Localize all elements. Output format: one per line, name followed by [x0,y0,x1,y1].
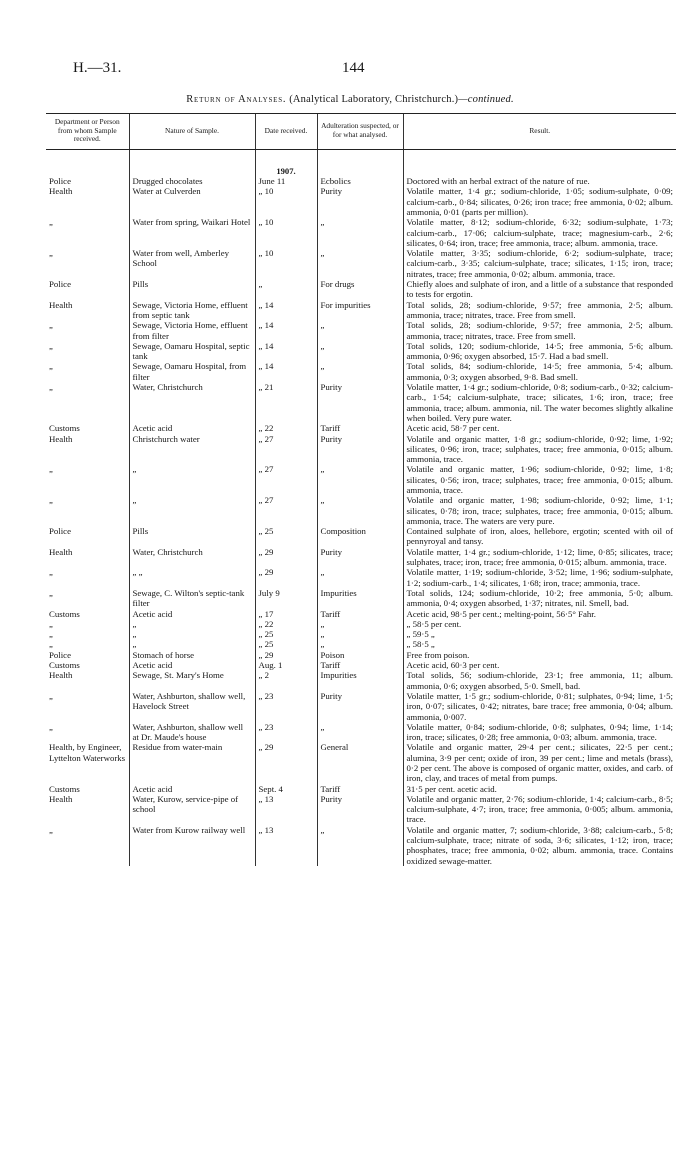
dept-cell: „ [49,382,53,393]
table-row [46,639,676,649]
sample-cell: „ „ [129,567,255,588]
result-cell: Chiefly aloes and sulphate of iron, and a little of a substance that responded to tests for ergotin. [403,279,676,300]
date-cell: „ 25 [255,526,317,547]
table-row [46,619,676,629]
dept-cell: Health [49,299,73,310]
sample-cell: Acetic acid [129,660,255,670]
adulteration-cell: „ [317,619,403,629]
sample-cell: Drugged chocolates [129,176,255,186]
dept-cell: Customs [49,608,80,619]
adulteration-cell: Poison [317,650,403,660]
sample-cell: Acetic acid [129,784,255,794]
year-row [46,149,676,176]
adulteration-cell: „ [317,567,403,588]
sample-cell: Pills [129,279,255,300]
adulteration-cell: Purity [317,186,403,217]
date-cell: „ 27 [255,434,317,465]
result-cell: 31·5 per cent. acetic acid. [403,784,676,794]
adulteration-cell: Purity [317,434,403,465]
date-cell: „ 10 [255,248,317,279]
result-cell: Total solids, 120; sodium-chloride, 14·5; free ammonia, 5·6; album. ammonia, 0·96; oxygen absorbed, 15·7. Had a bad smell. [403,341,676,362]
dept-cell: Customs [49,660,80,671]
table-row [46,495,676,526]
date-cell: „ 13 [255,825,317,866]
adulteration-cell: „ [317,495,403,526]
sample-cell: Water at Culverden [129,186,255,217]
result-cell: Volatile matter, 8·12; sodium-chloride, 6·32; sodium-sulphate, 1·73; calcium-carb., 17·06; calcium-sulphate, trace; magnesium-carb., 2·6; silicates, 0·64; iron, trace; free ammonia, trace; album. ammonia, trace. [403,217,676,248]
adulteration-cell: Purity [317,794,403,825]
adulteration-cell: „ [317,629,403,639]
sample-cell: Sewage, Victoria Home, effluent from filter [129,320,255,341]
column-header-date: Date received. [255,114,317,150]
result-cell: Total solids, 84; sodium-chloride, 14·5; free ammonia, 5·4; album. ammonia, 0·3; oxygen absorbed, 9·8. Bad smell. [403,361,676,382]
column-header-adulteration: Adulteration suspected, or for what analysed. [317,114,403,150]
return-title: Return of Analyses. [186,94,287,105]
dept-cell: „ [49,618,53,629]
date-cell: „ 29 [255,742,317,783]
adulteration-cell: Purity [317,547,403,568]
dept-cell: Police [49,649,71,660]
year-label: 1907. [255,149,317,176]
sample-cell: Sewage, Oamaru Hospital, septic tank [129,341,255,362]
date-cell: „ 22 [255,619,317,629]
table-body [46,149,676,866]
dept-cell: „ [49,629,53,640]
sample-cell: Sewage, C. Wilton's septic-tank filter [129,588,255,609]
date-cell: „ 2 [255,670,317,691]
page-number: 144 [342,60,365,76]
result-cell: Volatile matter, 1·4 gr.; sodium-chloride, 1·05; sodium-sulphate, 0·09; calcium-carb., 0·84; silicates, 0·26; iron trace; free ammonia, 0·02; album. ammonia, 0·01 (parts per million). [403,186,676,217]
adulteration-cell: Tariff [317,423,403,433]
result-cell: Free from poison. [403,650,676,660]
table-row [46,464,676,495]
result-cell: Volatile matter, 1·5 gr.; sodium-chloride, 0·81; sulphates, 0·94; lime, 1·5; iron, 0·07; silicates, 0·42; nitrates, bare trace; free ammonia, 0·04; album. ammonia, 0·007. [403,691,676,722]
table-row [46,722,676,743]
result-cell: Acetic acid, 98·5 per cent.; melting-point, 56·5° Fahr. [403,609,676,619]
sample-cell: „ [129,629,255,639]
table-row [46,784,676,794]
sample-cell: Pills [129,526,255,547]
dept-cell: „ [49,248,53,259]
adulteration-cell: „ [317,722,403,743]
result-cell: Acetic acid, 58·7 per cent. [403,423,676,433]
result-cell: Total solids, 124; sodium-chloride, 10·2; free ammonia, 5·0; album. ammonia, 0·4; oxygen absorbed, 1·37; nitrates, nil. Smell, bad. [403,588,676,609]
date-cell: „ [255,279,317,300]
dept-cell: „ [49,340,53,351]
date-cell: „ 17 [255,609,317,619]
table-row [46,361,676,382]
adulteration-cell: General [317,742,403,783]
table-row [46,567,676,588]
table-row [46,279,676,300]
date-cell: „ 29 [255,567,317,588]
date-cell: „ 25 [255,629,317,639]
sample-cell: Water from Kurow railway well [129,825,255,866]
date-cell: „ 21 [255,382,317,423]
dept-cell: Health [49,433,73,444]
result-cell: Total solids, 28; sodium-chloride, 9·57; free ammonia, 2·5; album. ammonia, trace; nitrates, trace. Free from smell. [403,300,676,321]
result-cell: „ 59·5 „ [403,629,676,639]
result-cell: Contained sulphate of iron, aloes, hellebore, ergotin; scented with oil of pennyroyal and tansy. [403,526,676,547]
date-cell: „ 14 [255,361,317,382]
table-row [46,547,676,568]
table-row [46,186,676,217]
adulteration-cell: Composition [317,526,403,547]
date-cell: „ 25 [255,639,317,649]
result-cell: Volatile and organic matter, 1·96; sodium-chloride, 0·92; lime, 1·8; silicates, 0·56; iron, trace; sulphates, trace; free ammonia, 0·015; album. ammonia, trace. [403,464,676,495]
dept-cell: Health [49,186,73,197]
adulteration-cell: Ecbolics [317,176,403,186]
dept-cell: „ [49,587,53,598]
date-cell: „ 14 [255,300,317,321]
table-row [46,660,676,670]
adulteration-cell: „ [317,320,403,341]
adulteration-cell: „ [317,825,403,866]
adulteration-cell: „ [317,341,403,362]
adulteration-cell: Purity [317,382,403,423]
sample-cell: „ [129,619,255,629]
result-cell: Volatile matter, 3·35; sodium-chloride, 6·2; sodium-sulphate, trace; calcium-carb., 3·35; calcium-sulphate, trace; silicates, 1·15; iron, trace; nitrates, trace; free ammonia, 0·02; album. ammonia, trace. [403,248,676,279]
adulteration-cell: Impurities [317,588,403,609]
date-cell: „ 27 [255,495,317,526]
page-header [0,56,700,80]
dept-cell: „ [49,721,53,732]
result-cell: Volatile matter, 0·84; sodium-chloride, 0·8; sulphates, 0·94; lime, 1·14; iron, trace; silicates, 0·28; free ammonia, 0·03; album. ammonia, trace. [403,722,676,743]
dept-cell: Police [49,279,71,290]
dept-cell: „ [49,639,53,650]
sample-cell: „ [129,464,255,495]
date-cell: „ 10 [255,186,317,217]
sample-cell: Water from spring, Waikari Hotel [129,217,255,248]
sample-cell: Sewage, Victoria Home, effluent from septic tank [129,300,255,321]
dept-cell: Police [49,176,71,187]
table-row [46,670,676,691]
laboratory-subtitle: (Analytical Laboratory, Christchurch.) [289,94,459,105]
table-row [46,609,676,619]
date-cell: „ 23 [255,691,317,722]
dept-cell: Health [49,670,73,681]
table-row [46,588,676,609]
document-reference: H.—31. [73,60,122,76]
dept-cell: Health [49,546,73,557]
dept-cell: „ [49,217,53,228]
dept-cell: Health, by Engineer, Lyttelton Waterworks [49,742,126,763]
sample-cell: Water, Kurow, service-pipe of school [129,794,255,825]
date-cell: „ 23 [255,722,317,743]
table-row [46,300,676,321]
date-cell: „ 14 [255,341,317,362]
result-cell: Volatile matter, 1·19; sodium-chloride, 3·52; lime, 1·96; sodium-sulphate, 1·2; sodium-carb., 1·4; silicates, 1·68; iron, trace; ammonia, trace. [403,567,676,588]
result-cell: Acetic acid, 60·3 per cent. [403,660,676,670]
result-cell: Volatile matter, 1·4 gr.; sodium-chloride, 1·12; lime, 0·85; silicates, trace; sulphates, trace; iron, trace; free ammonia, 0·015; album. ammonia, trace. [403,547,676,568]
sample-cell: Water from well, Amberley School [129,248,255,279]
adulteration-cell: Tariff [317,784,403,794]
result-cell: „ 58·5 per cent. [403,619,676,629]
table-row [46,248,676,279]
adulteration-cell: „ [317,464,403,495]
date-cell: „ 29 [255,650,317,660]
date-cell: „ 13 [255,794,317,825]
table-row [46,320,676,341]
table-row [46,742,676,783]
date-cell: July 9 [255,588,317,609]
date-cell: „ 14 [255,320,317,341]
column-header-dept: Department or Person from whom Sample received. [46,114,129,150]
analyses-table [46,113,676,866]
running-title [0,94,700,105]
sample-cell: Water, Christchurch [129,382,255,423]
dept-cell: „ [49,824,53,835]
result-cell: Volatile and organic matter, 1·8 gr.; sodium-chloride, 0·92; lime, 1·92; silicates, 0·96; iron, trace; sulphates, trace; free ammonia, 0·015; album. ammonia, trace. [403,434,676,465]
adulteration-cell: „ [317,248,403,279]
table-row [46,341,676,362]
date-cell: „ 29 [255,547,317,568]
sample-cell: Sewage, St. Mary's Home [129,670,255,691]
adulteration-cell: Purity [317,691,403,722]
adulteration-cell: Impurities [317,670,403,691]
table-row [46,526,676,547]
dept-cell: „ [49,464,53,475]
dept-cell: „ [49,495,53,506]
dept-cell: Health [49,793,73,804]
sample-cell: Acetic acid [129,423,255,433]
sample-cell: „ [129,495,255,526]
adulteration-cell: „ [317,639,403,649]
table-row [46,434,676,465]
table-row [46,217,676,248]
sample-cell: „ [129,639,255,649]
adulteration-cell: „ [317,361,403,382]
result-cell: Volatile and organic matter, 2·76; sodium-chloride, 1·4; calcium-carb., 8·5; calcium-sulphate, 4·7; iron, trace; free ammonia, 0·005; album. ammonia, trace. [403,794,676,825]
table-row [46,825,676,866]
table-row [46,176,676,186]
sample-cell: Water, Ashburton, shallow well, Havelock Street [129,691,255,722]
result-cell: „ 58·5 „ [403,639,676,649]
result-cell: Volatile and organic matter, 7; sodium-chloride, 3·88; calcium-carb., 5·8; calcium-sulphate, trace; nitrate of soda, 3·6; silicates, 1·12; iron, trace; phosphates, trace; free ammonia, 0·02; album. ammonia, trace. Contains oxidized sewage-matter. [403,825,676,866]
table-row [46,794,676,825]
dept-cell: „ [49,320,53,331]
result-cell: Volatile matter, 1·4 gr.; sodium-chloride, 0·8; sodium-carb., 0·32; calcium-carb., 1·54; calcium-sulphate, trace; silicates, 1·6; iron, trace; free ammonia, trace; album. ammonia, nil. The water becomes slightly alkaline when boiled. Very pure water. [403,382,676,423]
table-row [46,691,676,722]
table-row [46,650,676,660]
date-cell: „ 22 [255,423,317,433]
result-cell: Doctored with an herbal extract of the nature of rue. [403,176,676,186]
adulteration-cell: For drugs [317,279,403,300]
sample-cell: Acetic acid [129,609,255,619]
table-row [46,423,676,433]
adulteration-cell: Tariff [317,660,403,670]
dept-cell: Customs [49,783,80,794]
date-cell: Aug. 1 [255,660,317,670]
table-row [46,629,676,639]
table-header-row [46,114,676,150]
column-header-sample: Nature of Sample. [129,114,255,150]
dept-cell: Police [49,526,71,537]
continued-label: —continued. [458,94,514,105]
sample-cell: Sewage, Oamaru Hospital, from filter [129,361,255,382]
date-cell: „ 10 [255,217,317,248]
adulteration-cell: Tariff [317,609,403,619]
result-cell: Total solids, 56; sodium-chloride, 23·1; free ammonia, 11; album. ammonia, 0·6; oxygen absorbed, 5·0. Smell, bad. [403,670,676,691]
dept-cell: „ [49,567,53,578]
sample-cell: Water, Ashburton, shallow well at Dr. Maude's house [129,722,255,743]
column-header-result: Result. [403,114,676,150]
adulteration-cell: „ [317,217,403,248]
sample-cell: Stomach of horse [129,650,255,660]
result-cell: Volatile and organic matter, 1·98; sodium-chloride, 0·92; lime, 1·1; silicates, 0·78; iron, trace; sulphates, trace; free ammonia, 0·015; album. ammonia, trace. The waters are very pure. [403,495,676,526]
adulteration-cell: For impurities [317,300,403,321]
sample-cell: Water, Christchurch [129,547,255,568]
dept-cell: „ [49,690,53,701]
dept-cell: Customs [49,423,80,434]
sample-cell: Christchurch water [129,434,255,465]
table-row [46,382,676,423]
sample-cell: Residue from water-main [129,742,255,783]
date-cell: Sept. 4 [255,784,317,794]
dept-cell: „ [49,361,53,372]
result-cell: Volatile and organic matter, 29·4 per cent.; silicates, 22·5 per cent.; alumina, 3·9 per cent; oxide of iron, 39 per cent.; lime and metals (brass), 0·2 per cent. The above is composed of organic matter, oxides, and carb. of iron, clay, and traces of metal from pumps. [403,742,676,783]
date-cell: „ 27 [255,464,317,495]
date-cell: June 11 [255,176,317,186]
result-cell: Total solids, 28; sodium-chloride, 9·57; free ammonia, 2·5; album. ammonia, trace; nitrates, trace. Free from smell. [403,320,676,341]
